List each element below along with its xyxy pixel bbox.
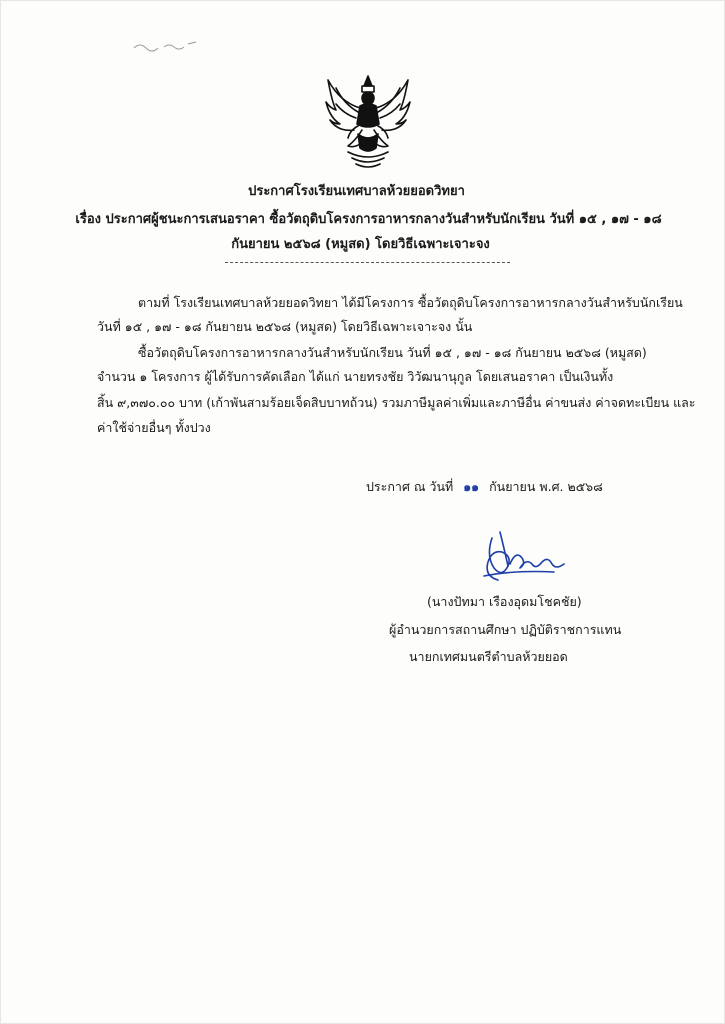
signatory-name: (นางปัทมา เรืองอุดมโชคชัย)	[427, 594, 582, 609]
date-month-year: กันยายน พ.ศ. ๒๕๖๘	[489, 479, 603, 494]
body-paragraph-2-line-1: ซื้อวัตถุดิบโครงการอาหารกลางวันสำหรับนักเรียน วันที่ ๑๕ , ๑๗ - ๑๘ กันยายน ๒๕๖๘ (หมูสด)	[138, 345, 647, 360]
handwritten-signature-icon	[478, 528, 578, 588]
date-prefix: ประกาศ ณ วันที่	[366, 479, 454, 494]
body-paragraph-2-line-4: ค่าใช้จ่ายอื่นๆ ทั้งปวง	[97, 420, 211, 435]
announcement-title: ประกาศโรงเรียนเทศบาลห้วยยอดวิทยา	[248, 184, 465, 199]
pencil-scribble-mark	[130, 38, 200, 54]
body-paragraph-1-line-1: ตามที่ โรงเรียนเทศบาลห้วยยอดวิทยา ได้มีโครงการ ซื้อวัตถุดิบโครงการอาหารกลางวันสำหรับนักเรียน	[138, 295, 683, 310]
divider-rule	[225, 262, 510, 263]
body-paragraph-2-line-2: จำนวน ๑ โครงการ ผู้ได้รับการคัดเลือก ได้แก่ นายทรงชัย วิวัฒนานุกูล โดยเสนอราคา เป็นเงินทั้ง	[97, 369, 614, 384]
signatory-position: ผู้อำนวยการสถานศึกษา ปฏิบัติราชการแทน	[389, 622, 622, 637]
date-day-handwritten: ๑๑	[463, 479, 480, 494]
subject-line: เรื่อง ประกาศผู้ชนะการเสนอราคา ซื้อวัตถุดิบโครงการอาหารกลางวันสำหรับนักเรียน วันที่ ๑๕ , ๑๗ - ๑๘	[75, 212, 662, 227]
body-paragraph-2-line-3: สิ้น ๙,๓๗๐.๐๐ บาท (เก้าพันสามร้อยเจ็ดสิบบาทถ้วน) รวมภาษีมูลค่าเพิ่มและภาษีอื่น ค่าขนส่ง ค่าจดทะเบียน และ	[97, 395, 696, 410]
announcement-date	[366, 477, 603, 497]
signatory-on-behalf-of: นายกเทศมนตรีตำบลห้วยยอด	[409, 649, 568, 664]
body-paragraph-1-line-2: วันที่ ๑๕ , ๑๗ - ๑๘ กันยายน ๒๕๖๘ (หมูสด) โดยวิธีเฉพาะเจาะจง นั้น	[97, 319, 473, 334]
subject-line-continued: กันยายน ๒๕๖๘ (หมูสด) โดยวิธีเฉพาะเจาะจง	[231, 237, 490, 252]
garuda-emblem-icon	[318, 72, 418, 172]
